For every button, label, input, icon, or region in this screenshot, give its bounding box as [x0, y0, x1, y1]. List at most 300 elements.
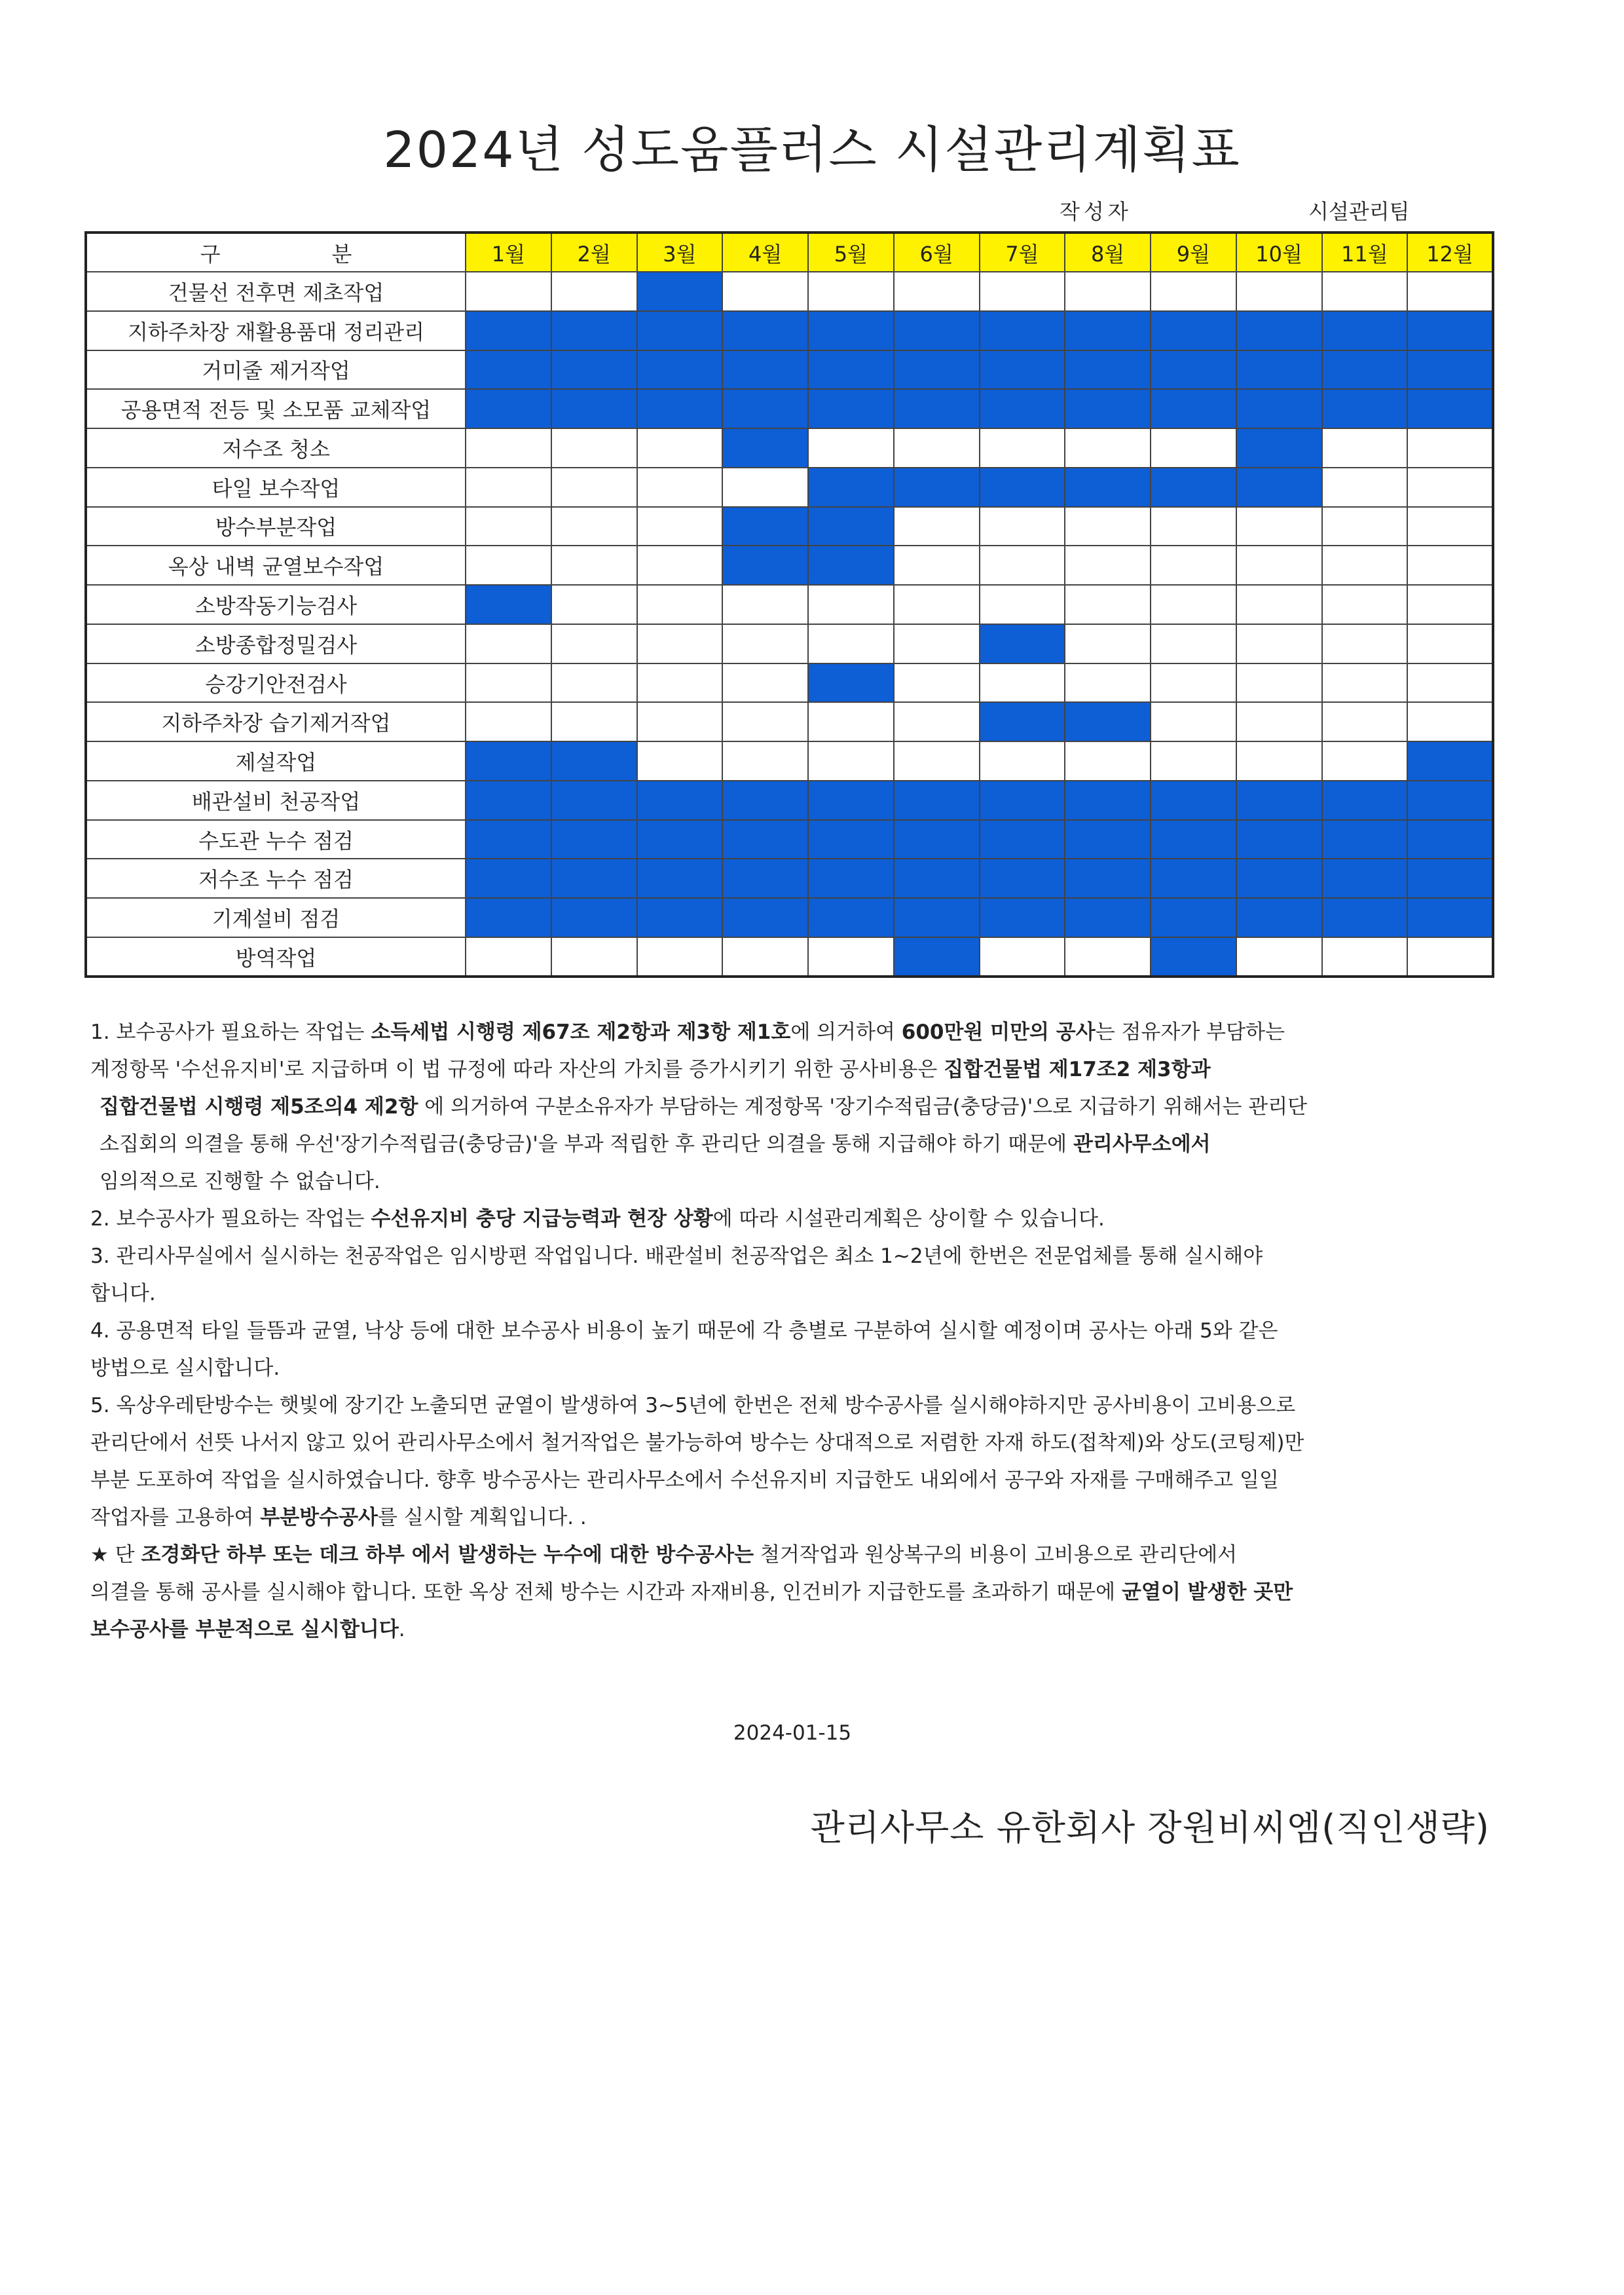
scheduled-cell — [1407, 898, 1493, 937]
empty-cell — [637, 741, 723, 781]
scheduled-cell — [808, 781, 894, 820]
scheduled-cell — [1151, 937, 1236, 977]
scheduled-cell — [808, 820, 894, 859]
empty-cell — [1236, 624, 1322, 663]
scheduled-cell — [466, 585, 551, 624]
scheduled-cell — [1407, 311, 1493, 350]
empty-cell — [980, 937, 1065, 977]
empty-cell — [1407, 468, 1493, 507]
empty-cell — [722, 741, 808, 781]
empty-cell — [1407, 663, 1493, 703]
scheduled-cell — [808, 663, 894, 703]
empty-cell — [894, 702, 980, 741]
empty-cell — [722, 585, 808, 624]
table-row — [86, 820, 1493, 859]
empty-cell — [1407, 937, 1493, 977]
scheduled-cell — [637, 781, 723, 820]
note-line — [90, 1350, 1498, 1387]
empty-cell — [466, 468, 551, 507]
scheduled-cell — [466, 741, 551, 781]
empty-cell — [1065, 663, 1151, 703]
empty-cell — [466, 272, 551, 311]
table-row — [86, 702, 1493, 741]
empty-cell — [1065, 507, 1151, 546]
task-label: 거미줄 제거작업 — [86, 350, 466, 390]
task-label: 공용면적 전등 및 소모품 교체작업 — [86, 389, 466, 428]
scheduled-cell — [1065, 702, 1151, 741]
task-label: 지하주차장 재활용품대 정리관리 — [86, 311, 466, 350]
empty-cell — [980, 663, 1065, 703]
category-header-part: 분 — [331, 241, 352, 267]
scheduled-cell — [1407, 350, 1493, 390]
empty-cell — [1322, 507, 1408, 546]
table-row — [86, 663, 1493, 703]
table-row — [86, 898, 1493, 937]
empty-cell — [1236, 663, 1322, 703]
empty-cell — [637, 428, 723, 468]
empty-cell — [894, 624, 980, 663]
scheduled-cell — [1407, 741, 1493, 781]
note-emphasis: 보수공사를 부분적으로 실시합니다 — [90, 1618, 399, 1641]
empty-cell — [980, 585, 1065, 624]
empty-cell — [1065, 624, 1151, 663]
empty-cell — [1151, 585, 1236, 624]
empty-cell — [466, 937, 551, 977]
scheduled-cell — [1236, 898, 1322, 937]
scheduled-cell — [808, 898, 894, 937]
scheduled-cell — [466, 311, 551, 350]
note-line — [90, 1313, 1498, 1350]
note-emphasis: 소득세법 시행령 제67조 제2항과 제3항 제1호 — [371, 1020, 791, 1044]
note-text: 1. 보수공사가 필요하는 작업는 — [90, 1020, 371, 1044]
task-label: 저수조 청소 — [86, 428, 466, 468]
scheduled-cell — [466, 389, 551, 428]
empty-cell — [1322, 702, 1408, 741]
empty-cell — [722, 624, 808, 663]
scheduled-cell — [1322, 781, 1408, 820]
task-label: 승강기안전검사 — [86, 663, 466, 703]
empty-cell — [551, 937, 637, 977]
scheduled-cell — [466, 859, 551, 898]
note-text: 의결을 통해 공사를 실시해야 합니다. 또한 옥상 전체 방수는 시간과 자재비용, 인건비가 지급한도를 초과하기 때문에 — [90, 1580, 1122, 1604]
empty-cell — [808, 624, 894, 663]
empty-cell — [637, 937, 723, 977]
task-label: 건물선 전후면 제초작업 — [86, 272, 466, 311]
month-header: 9월 — [1151, 233, 1236, 272]
task-label: 옥상 내벽 균열보수작업 — [86, 546, 466, 585]
scheduled-cell — [722, 781, 808, 820]
document-title: 2024년 성도움플러스 시설관리계획표 — [383, 121, 1241, 179]
empty-cell — [637, 663, 723, 703]
scheduled-cell — [808, 311, 894, 350]
scheduled-cell — [1151, 350, 1236, 390]
task-label: 기계설비 점검 — [86, 898, 466, 937]
empty-cell — [1236, 937, 1322, 977]
note-line — [90, 1537, 1498, 1574]
empty-cell — [466, 507, 551, 546]
empty-cell — [1407, 272, 1493, 311]
empty-cell — [894, 507, 980, 546]
note-line — [90, 1574, 1498, 1611]
empty-cell — [1151, 507, 1236, 546]
empty-cell — [1151, 741, 1236, 781]
note-emphasis: 집합건물법 시행령 제5조의4 제2항 — [100, 1095, 418, 1119]
note-text: 는 점유자가 부담하는 — [1095, 1020, 1285, 1044]
empty-cell — [894, 663, 980, 703]
empty-cell — [466, 702, 551, 741]
empty-cell — [1151, 663, 1236, 703]
scheduled-cell — [1407, 859, 1493, 898]
empty-cell — [1065, 741, 1151, 781]
empty-cell — [1065, 546, 1151, 585]
scheduled-cell — [894, 937, 980, 977]
table-row — [86, 468, 1493, 507]
note-emphasis: 조경화단 하부 또는 데크 하부 에서 발생하는 누수에 대한 방수공사는 — [141, 1543, 754, 1567]
author-label: 작성자 — [1060, 199, 1132, 224]
scheduled-cell — [1236, 820, 1322, 859]
note-text: ★ 단 — [90, 1543, 141, 1567]
empty-cell — [1236, 507, 1322, 546]
note-emphasis: 부분방수공사 — [260, 1506, 378, 1529]
scheduled-cell — [1322, 820, 1408, 859]
scheduled-cell — [1065, 468, 1151, 507]
note-text: 4. 공용면적 타일 들뜸과 균열, 낙상 등에 대한 보수공사 비용이 높기 때문에 각 층별로 구분하여 실시할 예정이며 공사는 아래 5와 같은 — [90, 1319, 1278, 1343]
month-header: 1월 — [466, 233, 551, 272]
scheduled-cell — [722, 859, 808, 898]
empty-cell — [722, 272, 808, 311]
empty-cell — [1065, 937, 1151, 977]
note-text: 에 따라 시설관리계획은 상이할 수 있습니다. — [712, 1207, 1105, 1231]
task-label: 방수부분작업 — [86, 507, 466, 546]
scheduled-cell — [808, 468, 894, 507]
note-text: 합니다. — [90, 1282, 156, 1305]
scheduled-cell — [466, 820, 551, 859]
table-row — [86, 624, 1493, 663]
scheduled-cell — [1236, 781, 1322, 820]
empty-cell — [1151, 546, 1236, 585]
scheduled-cell — [1236, 311, 1322, 350]
scheduled-cell — [722, 428, 808, 468]
scheduled-cell — [1151, 781, 1236, 820]
note-text: 작업자를 고용하여 — [90, 1506, 261, 1529]
scheduled-cell — [1322, 311, 1408, 350]
empty-cell — [637, 546, 723, 585]
note-line — [90, 1051, 1498, 1089]
empty-cell — [1236, 546, 1322, 585]
empty-cell — [1151, 702, 1236, 741]
empty-cell — [980, 272, 1065, 311]
empty-cell — [808, 702, 894, 741]
scheduled-cell — [1065, 350, 1151, 390]
empty-cell — [637, 585, 723, 624]
note-line — [90, 1126, 1498, 1163]
note-line — [90, 1611, 1498, 1649]
note-emphasis: 수선유지비 충당 지급능력과 현장 상황 — [371, 1207, 713, 1231]
scheduled-cell — [637, 898, 723, 937]
scheduled-cell — [808, 859, 894, 898]
scheduled-cell — [1236, 428, 1322, 468]
note-line — [90, 1387, 1498, 1425]
empty-cell — [1407, 428, 1493, 468]
scheduled-cell — [551, 820, 637, 859]
note-text: 5. 옥상우레탄방수는 햇빛에 장기간 노출되면 균열이 발생하여 3~5년에 한번은 전체 방수공사를 실시해야하지만 공사비용이 고비용으로 — [90, 1394, 1296, 1417]
note-text: 임의적으로 진행할 수 없습니다. — [100, 1170, 380, 1193]
scheduled-cell — [1151, 859, 1236, 898]
note-emphasis: 균열이 발생한 곳만 — [1121, 1580, 1293, 1604]
table-row — [86, 389, 1493, 428]
scheduled-cell — [1151, 311, 1236, 350]
table-row — [86, 781, 1493, 820]
empty-cell — [1065, 428, 1151, 468]
document-date: 2024-01-15 — [733, 1721, 852, 1745]
scheduled-cell — [551, 859, 637, 898]
empty-cell — [722, 702, 808, 741]
category-header-part: 구 — [200, 241, 221, 267]
empty-cell — [1322, 663, 1408, 703]
table-row — [86, 350, 1493, 390]
scheduled-cell — [722, 898, 808, 937]
note-line — [90, 1089, 1498, 1126]
scheduled-cell — [1236, 350, 1322, 390]
category-header — [86, 233, 466, 272]
month-header: 7월 — [980, 233, 1065, 272]
month-header: 5월 — [808, 233, 894, 272]
scheduled-cell — [980, 702, 1065, 741]
empty-cell — [1151, 272, 1236, 311]
note-line — [90, 1275, 1498, 1313]
empty-cell — [637, 702, 723, 741]
scheduled-cell — [551, 898, 637, 937]
task-label: 저수조 누수 점검 — [86, 859, 466, 898]
scheduled-cell — [1322, 389, 1408, 428]
month-header: 8월 — [1065, 233, 1151, 272]
scheduled-cell — [980, 311, 1065, 350]
note-emphasis: 관리사무소에서 — [1073, 1132, 1211, 1156]
note-text: 철거작업과 원상복구의 비용이 고비용으로 관리단에서 — [754, 1543, 1238, 1567]
empty-cell — [808, 272, 894, 311]
scheduled-cell — [722, 311, 808, 350]
scheduled-cell — [808, 389, 894, 428]
table-row — [86, 507, 1493, 546]
task-label: 배관설비 천공작업 — [86, 781, 466, 820]
empty-cell — [1407, 546, 1493, 585]
scheduled-cell — [1065, 859, 1151, 898]
scheduled-cell — [722, 507, 808, 546]
scheduled-cell — [1065, 781, 1151, 820]
note-text: 계정항목 '수선유지비'로 지급하며 이 법 규정에 따라 자산의 가치를 증가시키기 위한 공사비용은 — [90, 1058, 944, 1081]
empty-cell — [551, 546, 637, 585]
task-label: 제설작업 — [86, 741, 466, 781]
empty-cell — [551, 624, 637, 663]
month-header: 2월 — [551, 233, 637, 272]
task-label: 타일 보수작업 — [86, 468, 466, 507]
empty-cell — [894, 272, 980, 311]
table-row — [86, 546, 1493, 585]
empty-cell — [1407, 507, 1493, 546]
empty-cell — [808, 741, 894, 781]
empty-cell — [722, 937, 808, 977]
table-row — [86, 937, 1493, 977]
note-emphasis: 집합건물법 제17조2 제3항과 — [944, 1058, 1211, 1081]
table-header-row — [86, 233, 1493, 272]
empty-cell — [894, 428, 980, 468]
scheduled-cell — [894, 311, 980, 350]
empty-cell — [466, 546, 551, 585]
company-signature: 관리사무소 유한회사 장원비씨엠(직인생략) — [810, 1807, 1490, 1848]
note-text: 에 의거하여 구분소유자가 부담하는 계정항목 '장기수적립금(충당금)'으로 지급하기 위해서는 관리단 — [418, 1095, 1308, 1119]
empty-cell — [1407, 702, 1493, 741]
note-text: 소집회의 의결을 통해 우선'장기수적립금(충당금)'을 부과 적립한 후 관리단 의결을 통해 지급해야 하기 때문에 — [100, 1132, 1073, 1156]
empty-cell — [1322, 428, 1408, 468]
empty-cell — [808, 937, 894, 977]
scheduled-cell — [808, 350, 894, 390]
scheduled-cell — [551, 781, 637, 820]
empty-cell — [808, 585, 894, 624]
empty-cell — [722, 468, 808, 507]
scheduled-cell — [980, 781, 1065, 820]
month-header: 6월 — [894, 233, 980, 272]
scheduled-cell — [722, 350, 808, 390]
task-label: 소방종합정밀검사 — [86, 624, 466, 663]
empty-cell — [1236, 702, 1322, 741]
empty-cell — [980, 546, 1065, 585]
empty-cell — [808, 428, 894, 468]
scheduled-cell — [466, 898, 551, 937]
scheduled-cell — [1322, 898, 1408, 937]
scheduled-cell — [637, 350, 723, 390]
task-label: 수도관 누수 점검 — [86, 820, 466, 859]
scheduled-cell — [1407, 820, 1493, 859]
empty-cell — [1065, 272, 1151, 311]
empty-cell — [551, 663, 637, 703]
month-header: 10월 — [1236, 233, 1322, 272]
empty-cell — [1322, 937, 1408, 977]
note-text: 부분 도포하여 작업을 실시하였습니다. 향후 방수공사는 관리사무소에서 수선유지비 지급한도 내외에서 공구와 자재를 구매해주고 일일 — [90, 1468, 1279, 1492]
scheduled-cell — [980, 859, 1065, 898]
scheduled-cell — [894, 859, 980, 898]
empty-cell — [551, 272, 637, 311]
empty-cell — [551, 428, 637, 468]
empty-cell — [894, 741, 980, 781]
scheduled-cell — [466, 350, 551, 390]
empty-cell — [637, 624, 723, 663]
empty-cell — [551, 468, 637, 507]
scheduled-cell — [1065, 820, 1151, 859]
empty-cell — [1322, 624, 1408, 663]
scheduled-cell — [894, 350, 980, 390]
scheduled-cell — [551, 389, 637, 428]
empty-cell — [1407, 624, 1493, 663]
scheduled-cell — [980, 389, 1065, 428]
scheduled-cell — [637, 859, 723, 898]
scheduled-cell — [980, 820, 1065, 859]
month-header: 12월 — [1407, 233, 1493, 272]
scheduled-cell — [894, 820, 980, 859]
empty-cell — [980, 428, 1065, 468]
scheduled-cell — [808, 507, 894, 546]
note-line — [90, 1462, 1498, 1499]
scheduled-cell — [894, 389, 980, 428]
empty-cell — [1322, 585, 1408, 624]
scheduled-cell — [1322, 859, 1408, 898]
table-body — [86, 272, 1493, 977]
scheduled-cell — [808, 546, 894, 585]
scheduled-cell — [1236, 468, 1322, 507]
empty-cell — [1407, 585, 1493, 624]
empty-cell — [1322, 741, 1408, 781]
empty-cell — [1151, 624, 1236, 663]
empty-cell — [1322, 546, 1408, 585]
scheduled-cell — [1407, 781, 1493, 820]
scheduled-cell — [1151, 820, 1236, 859]
note-line — [90, 1425, 1498, 1462]
empty-cell — [1151, 428, 1236, 468]
table-row — [86, 741, 1493, 781]
scheduled-cell — [980, 898, 1065, 937]
empty-cell — [1322, 468, 1408, 507]
note-text: 2. 보수공사가 필요하는 작업는 — [90, 1207, 371, 1231]
scheduled-cell — [1065, 311, 1151, 350]
empty-cell — [466, 428, 551, 468]
empty-cell — [980, 507, 1065, 546]
scheduled-cell — [980, 624, 1065, 663]
note-text: 관리단에서 선뜻 나서지 않고 있어 관리사무소에서 철거작업은 불가능하여 방수는 상대적으로 저렴한 자재 하도(접착제)와 상도(코팅제)만 — [90, 1431, 1304, 1455]
empty-cell — [894, 585, 980, 624]
task-label: 지하주차장 습기제거작업 — [86, 702, 466, 741]
scheduled-cell — [980, 468, 1065, 507]
note-text: 를 실시할 계획입니다. . — [377, 1506, 587, 1529]
note-text: 방법으로 실시합니다. — [90, 1356, 280, 1380]
scheduled-cell — [637, 272, 723, 311]
empty-cell — [894, 546, 980, 585]
empty-cell — [980, 741, 1065, 781]
scheduled-cell — [466, 781, 551, 820]
note-line — [90, 1163, 1498, 1201]
empty-cell — [1236, 741, 1322, 781]
scheduled-cell — [1407, 389, 1493, 428]
scheduled-cell — [637, 389, 723, 428]
empty-cell — [551, 507, 637, 546]
table-row — [86, 311, 1493, 350]
note-text: 3. 관리사무실에서 실시하는 천공작업은 임시방편 작업입니다. 배관설비 천공작업은 최소 1~2년에 한번은 전문업체를 통해 실시해야 — [90, 1244, 1263, 1268]
scheduled-cell — [1322, 350, 1408, 390]
facility-plan-table — [84, 231, 1494, 978]
table-row — [86, 859, 1493, 898]
empty-cell — [466, 663, 551, 703]
scheduled-cell — [722, 820, 808, 859]
scheduled-cell — [551, 741, 637, 781]
note-emphasis: 600만원 미만의 공사 — [901, 1020, 1096, 1044]
scheduled-cell — [1065, 898, 1151, 937]
table-row — [86, 585, 1493, 624]
note-line — [90, 1014, 1498, 1051]
empty-cell — [551, 702, 637, 741]
note-line — [90, 1201, 1498, 1238]
scheduled-cell — [637, 311, 723, 350]
table-row — [86, 428, 1493, 468]
scheduled-cell — [980, 350, 1065, 390]
notes-section — [90, 1014, 1498, 1649]
month-header: 4월 — [722, 233, 808, 272]
note-line — [90, 1238, 1498, 1275]
scheduled-cell — [894, 898, 980, 937]
table-row — [86, 272, 1493, 311]
empty-cell — [466, 624, 551, 663]
empty-cell — [551, 585, 637, 624]
scheduled-cell — [637, 820, 723, 859]
scheduled-cell — [551, 350, 637, 390]
author-value: 시설관리팀 — [1308, 199, 1410, 224]
